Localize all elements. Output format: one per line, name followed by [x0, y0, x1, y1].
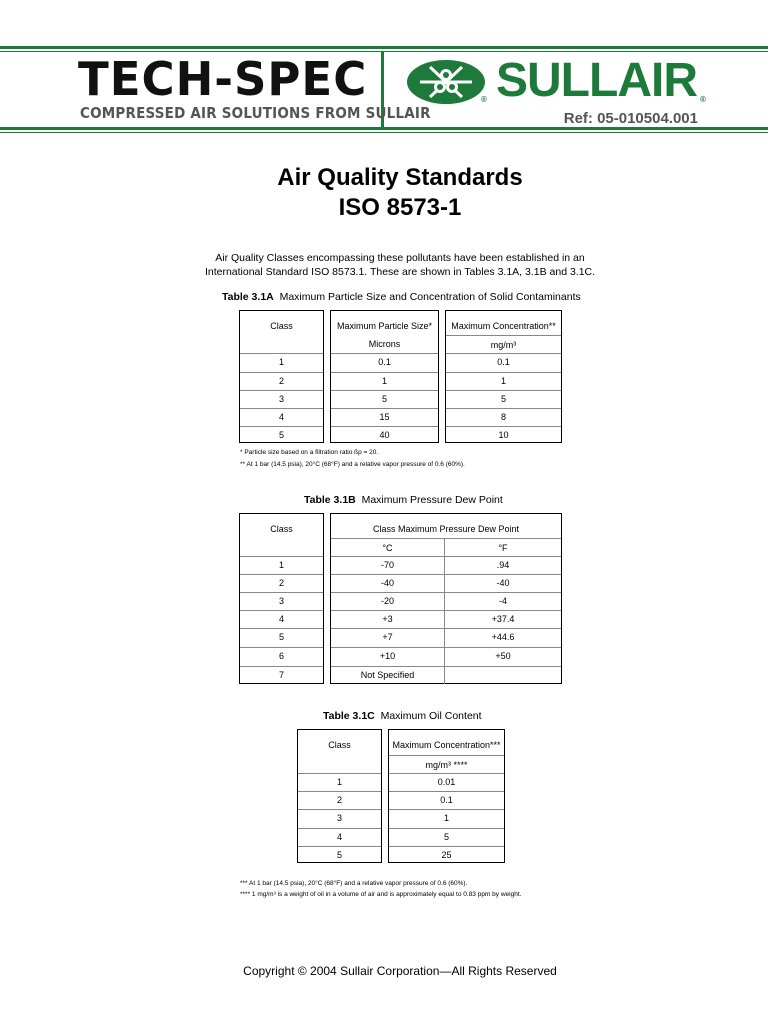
table-b-caption-label: Table 3.1B	[304, 494, 356, 506]
table-c-caption	[323, 711, 482, 722]
tagline: COMPRESSED AIR SOLUTIONS FROM SULLAIR	[80, 104, 431, 122]
table-row	[331, 647, 561, 666]
table-b-caption-text: Maximum Pressure Dew Point	[361, 494, 503, 506]
table-cell: 5	[336, 850, 342, 860]
table-b-class-column	[239, 513, 324, 684]
table-cell: 4	[336, 832, 342, 842]
table-cell: +50	[495, 651, 511, 661]
table-row	[446, 408, 561, 427]
table-a-caption-text: Maximum Particle Size and Concentration of Solid Contaminants	[279, 291, 581, 303]
table-row	[331, 666, 561, 685]
table-cell: 8	[500, 412, 506, 422]
table-row	[331, 556, 561, 574]
table-row	[298, 791, 381, 809]
table-row	[389, 791, 504, 809]
table-cell: 1	[500, 376, 506, 386]
table-cell: 5	[278, 430, 284, 440]
reference-number: Ref: 05-010504.001	[563, 110, 698, 127]
table-c-footnote-1: *** At 1 bar (14.5 psia), 20°C (68°F) and a relative vapor pressure of 0.6 (60%).	[240, 880, 468, 887]
table-c-footnote-2: **** 1 mg/m³ is a weight of oil in a volume of air and is approximately equal to 0.83 ppm by weight.	[240, 891, 522, 898]
table-row	[298, 828, 381, 846]
copyright-footer: Copyright © 2004 Sullair Corporation—All Rights Reserved	[243, 964, 557, 978]
header-bottom-thin-rule	[0, 132, 768, 133]
table-cell: 1	[278, 560, 284, 570]
table-cell: -20	[380, 596, 394, 606]
table-row	[240, 426, 323, 444]
table-row	[240, 408, 323, 427]
table-row	[446, 426, 561, 444]
table-cell: 2	[278, 376, 284, 386]
table-c-caption-label: Table 3.1C	[323, 710, 375, 722]
table-row	[331, 390, 438, 409]
table-row	[240, 556, 323, 574]
table-cell: 1	[278, 357, 284, 367]
table-cell: .94	[496, 560, 510, 570]
sullair-wordmark: SULLAIR	[496, 54, 697, 107]
table-cell: 5	[381, 394, 387, 404]
table-cell: 2	[278, 578, 284, 588]
table-row	[389, 828, 504, 846]
table-row	[240, 628, 323, 647]
header-bottom-rule	[0, 127, 768, 130]
table-a-footnote-2: ** At 1 bar (14.5 psia), 20°C (68°F) and a relative vapor pressure of 0.6 (60%).	[240, 461, 465, 468]
sullair-emblem-icon	[406, 59, 486, 105]
table-cell: 2	[336, 795, 342, 805]
table-row	[331, 372, 438, 391]
table-cell: -4	[498, 596, 507, 606]
table-row	[389, 809, 504, 828]
table-a-caption	[222, 292, 581, 303]
table-row	[331, 408, 438, 427]
table-c-class-column	[297, 729, 382, 863]
table-c-caption-text: Maximum Oil Content	[380, 710, 482, 722]
table-a-conc-column	[445, 310, 562, 443]
table-row	[240, 353, 323, 372]
table-row	[389, 773, 504, 791]
table-cell: -40	[380, 578, 394, 588]
table-row	[298, 846, 381, 864]
table-b-unit-row	[331, 538, 561, 556]
registered-mark-brand: ®	[700, 95, 706, 104]
table-row	[240, 592, 323, 610]
table-b-unit-f: °F	[498, 543, 508, 553]
table-a-footnote-1: * Particle size based on a filtration ratio ßp = 20.	[240, 449, 379, 456]
table-cell: 5	[500, 394, 506, 404]
table-row	[331, 592, 561, 610]
table-cell: 15	[379, 412, 390, 422]
table-cell: +10	[379, 651, 396, 661]
table-row	[446, 353, 561, 372]
table-a-unit-rule	[446, 335, 561, 353]
table-cell: -40	[496, 578, 510, 588]
table-row	[331, 610, 561, 628]
table-row	[298, 773, 381, 791]
table-b-dewpoint-columns	[330, 513, 562, 684]
header-top-rule	[0, 46, 768, 49]
table-row	[240, 647, 323, 666]
table-row	[240, 666, 323, 685]
table-row	[446, 372, 561, 391]
table-cell: 3	[336, 813, 342, 823]
table-cell: 5	[278, 632, 284, 642]
table-row	[331, 426, 438, 444]
table-cell: 1	[443, 813, 449, 823]
table-cell: +37.4	[491, 614, 515, 624]
table-a-size-header: Maximum Particle Size*	[336, 321, 433, 331]
table-cell: 5	[443, 832, 449, 842]
page-title: Air Quality Standards	[277, 164, 523, 191]
table-row	[240, 390, 323, 409]
table-cell: 4	[278, 614, 284, 624]
table-cell: -70	[380, 560, 394, 570]
table-cell: 0.01	[437, 777, 456, 787]
table-cell: 3	[278, 394, 284, 404]
table-cell: 10	[498, 430, 509, 440]
table-a-size-unit: Microns	[368, 339, 401, 349]
table-cell: 0.1	[440, 795, 453, 805]
table-c-conc-column	[388, 729, 505, 863]
table-cell: +44.6	[491, 632, 515, 642]
intro-paragraph: Air Quality Classes encompassing these pollutants have been established in an International Standard ISO 8573.1. These are shown in Tables 3.1A, 3.1B and 3.1C.	[204, 252, 596, 278]
table-cell: 40	[379, 430, 390, 440]
table-cell: 7	[278, 670, 284, 680]
table-row	[240, 372, 323, 391]
table-cell: 1	[336, 777, 342, 787]
table-cell: 0.1	[497, 357, 510, 367]
table-cell: +3	[382, 614, 393, 624]
table-row	[298, 809, 381, 828]
table-row	[240, 610, 323, 628]
table-cell: 25	[441, 850, 452, 860]
table-cell: Not Specified	[360, 670, 415, 680]
techspec-logo: TECH-SPEC	[78, 52, 368, 106]
table-a-size-column	[330, 310, 439, 443]
table-row	[331, 628, 561, 647]
table-cell: 1	[381, 376, 387, 386]
table-cell: 4	[278, 412, 284, 422]
table-b-unit-c: °C	[382, 543, 393, 553]
table-a-class-header: Class	[270, 321, 293, 331]
table-row	[446, 390, 561, 409]
table-b-caption	[304, 495, 503, 506]
table-b-class-header: Class	[270, 524, 293, 534]
table-row	[240, 574, 323, 592]
table-row	[389, 846, 504, 864]
table-a-class-column	[239, 310, 324, 443]
table-b-dewpoint-header: Class Maximum Pressure Dew Point	[372, 524, 520, 534]
table-cell: 6	[278, 651, 284, 661]
table-c-class-header: Class	[328, 740, 351, 750]
table-c-conc-header: Maximum Concentration***	[392, 740, 501, 750]
table-cell: 0.1	[378, 357, 391, 367]
page-subtitle: ISO 8573-1	[338, 194, 462, 221]
table-a-caption-label: Table 3.1A	[222, 291, 274, 303]
registered-mark-emblem: ®	[481, 95, 487, 104]
table-row	[331, 574, 561, 592]
table-c-conc-unit: mg/m³ ****	[425, 760, 468, 770]
table-a-conc-header: Maximum Concentration**	[451, 321, 556, 331]
table-cell: +7	[382, 632, 393, 642]
table-a-conc-unit: mg/m³	[490, 340, 517, 350]
table-c-unit-rule	[389, 755, 504, 773]
table-row	[331, 353, 438, 372]
table-cell: 3	[278, 596, 284, 606]
